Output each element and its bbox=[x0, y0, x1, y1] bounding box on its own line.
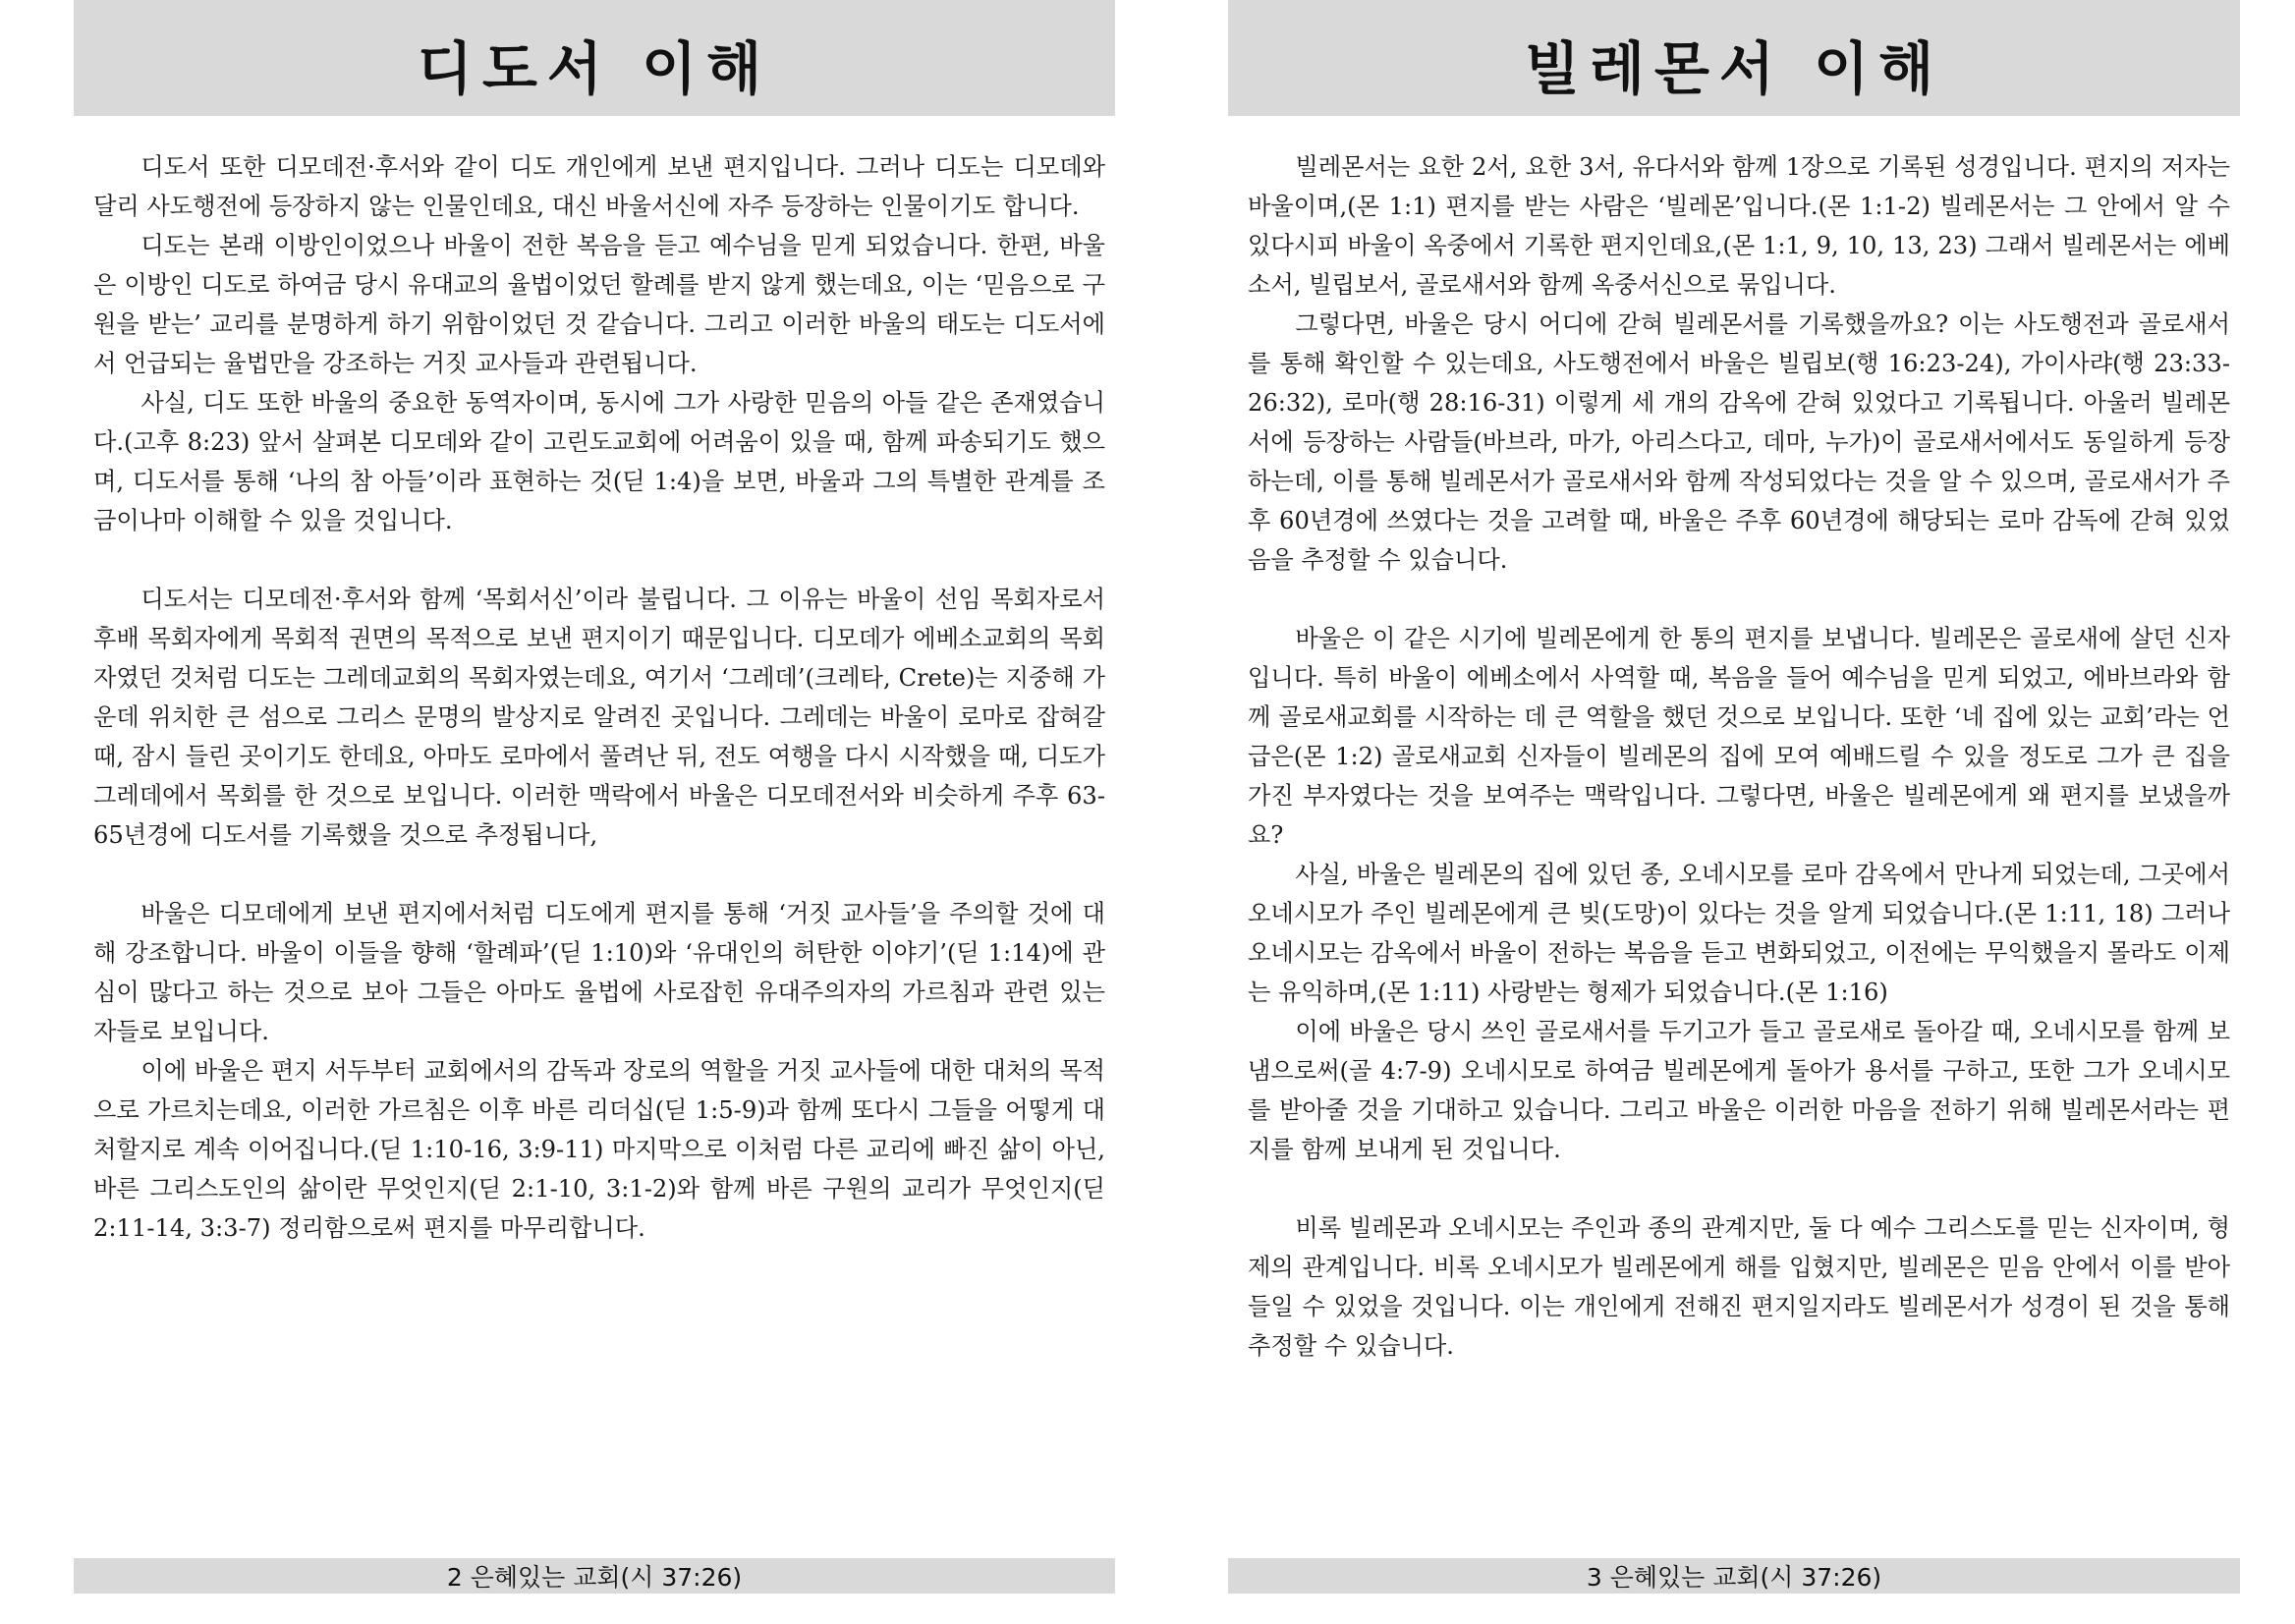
paragraph: 그렇다면, 바울은 당시 어디에 갇혀 빌레몬서를 기록했을까요? 이는 사도행전과 골로새서를 통해 확인할 수 있는데요, 사도행전에서 바울은 빌립보(행 16:23-24), 가이사랴(행 23:33-26:32), 로마(행 28:16-31) 이렇게 세 개의 감옥에 갇혀 있었다고 기록됩니다. 아울러 빌레몬서에 등장하는 사람들(바브라, 마가, 아리스다고, 데마, 누가)이 골로새서에서도 동일하게 등장하는데, 이를 통해 빌레몬서가 골로새서와 함께 작성되었다는 것을 알 수 있으며, 골로새서가 주후 60년경에 쓰였다는 것을 고려할 때, 바울은 주후 60년경에 해당되는 로마 감독에 갇혀 있었음을 추정할 수 있습니다. bbox=[1248, 310, 2230, 574]
left-title-bar bbox=[74, 0, 1115, 116]
left-page bbox=[74, 0, 1115, 1624]
paragraph: 디도서는 디모데전·후서와 함께 ‘목회서신’이라 불립니다. 그 이유는 바울이 선임 목회자로서 후배 목회자에게 목회적 권면의 목적으로 보낸 편지이기 때문입니다. 디모데가 에베소교회의 목회자였던 것처럼 디도는 그레데교회의 목회자였는데요, 여기서 ‘그레데’(크레타, Crete)는 지중해 가운데 위치한 큰 섬으로 그리스 문명의 발상지로 알려진 곳입니다. 그레데는 바울이 로마로 잡혀갈 때, 잠시 들린 곳이기도 한데요, 아마도 로마에서 풀려난 뒤, 전도 여행을 다시 시작했을 때, 디도가 그레데에서 목회를 한 것으로 보입니다. 이러한 맥락에서 바울은 디모데전서와 비슷하게 주후 63-65년경에 디도서를 기록했을 것으로 추정됩니다, bbox=[93, 586, 1105, 849]
paragraph-gap bbox=[1248, 580, 2230, 619]
paragraph: 디도는 본래 이방인이었으나 바울이 전한 복음을 듣고 예수님을 믿게 되었습니다. 한편, 바울은 이방인 디도로 하여금 당시 유대교의 율법이었던 할례를 받지 않게 했는데요, 이는 ‘믿음으로 구원을 받는’ 교리를 분명하게 하기 위함이었던 것 같습니다. 그리고 이러한 바울의 태도는 디도서에서 언급되는 율법만을 강조하는 거짓 교사들과 관련됩니다. bbox=[93, 232, 1105, 377]
paragraph-gap bbox=[93, 855, 1105, 894]
paragraph: 바울은 디모데에게 보낸 편지에서처럼 디도에게 편지를 통해 ‘거짓 교사들’을 주의할 것에 대해 강조합니다. 바울이 이들을 향해 ‘할례파’(딛 1:10)와 ‘유대인의 허탄한 이야기’(딛 1:14)에 관심이 많다고 하는 것으로 보아 그들은 아마도 율법에 사로잡힌 유대주의자의 가르침과 관련 있는 자들로 보입니다. bbox=[93, 900, 1105, 1045]
right-page bbox=[1228, 0, 2240, 1624]
right-footer: 3 은혜있는 교회(시 37:26) bbox=[1228, 1558, 2240, 1594]
right-title-bar bbox=[1228, 0, 2240, 116]
paragraph-gap bbox=[1248, 1169, 2230, 1208]
left-footer: 2 은혜있는 교회(시 37:26) bbox=[74, 1558, 1115, 1594]
paragraph: 비록 빌레몬과 오네시모는 주인과 종의 관계지만, 둘 다 예수 그리스도를 믿는 신자이며, 형제의 관계입니다. 비록 오네시모가 빌레몬에게 해를 입혔지만, 빌레몬은 믿음 안에서 이를 받아들일 수 있었을 것입니다. 이는 개인에게 전해진 편지일지라도 빌레몬서가 성경이 된 것을 통해 추정할 수 있습니다. bbox=[1248, 1214, 2230, 1360]
paragraph: 이에 바울은 편지 서두부터 교회에서의 감독과 장로의 역할을 거짓 교사들에 대한 대처의 목적으로 가르치는데요, 이러한 가르침은 이후 바른 리더십(딛 1:5-9)과 함께 또다시 그들을 어떻게 대처할지로 계속 이어집니다.(딛 1:10-16, 3:9-11) 마지막으로 이처럼 다른 교리에 빠진 삶이 아닌, 바른 그리스도인의 삶이란 무엇인지(딛 2:1-10, 3:1-2)와 함께 바른 구원의 교리가 무엇인지(딛 2:11-14, 3:3-7) 정리함으로써 편지를 마무리합니다. bbox=[93, 1057, 1105, 1242]
paragraph: 사실, 디도 또한 바울의 중요한 동역자이며, 동시에 그가 사랑한 믿음의 아들 같은 존재였습니다.(고후 8:23) 앞서 살펴본 디모데와 같이 고린도교회에 어려움이 있을 때, 함께 파송되기도 했으며, 디도서를 통해 ‘나의 참 아들’이라 표현하는 것(딛 1:4)을 보면, 바울과 그의 특별한 관계를 조금이나마 이해할 수 있을 것입니다. bbox=[93, 389, 1105, 534]
page-title: 빌레몬서 이해 bbox=[1524, 35, 1944, 102]
paragraph: 디도서 또한 디모데전·후서와 같이 디도 개인에게 보낸 편지입니다. 그러나 디도는 디모데와 달리 사도행전에 등장하지 않는 인물인데요, 대신 바울서신에 자주 등장하는 인물이기도 합니다. bbox=[93, 153, 1105, 220]
page-title: 디도서 이해 bbox=[417, 35, 772, 102]
right-body bbox=[1248, 147, 2230, 1366]
paragraph: 사실, 바울은 빌레몬의 집에 있던 종, 오네시모를 로마 감옥에서 만나게 되었는데, 그곳에서 오네시모가 주인 빌레몬에게 큰 빚(도망)이 있다는 것을 알게 되었습니다.(몬 1:11, 18) 그러나 오네시모는 감옥에서 바울이 전하는 복음을 듣고 변화되었고, 이전에는 무익했을지 몰라도 이제는 유익하며,(몬 1:11) 사랑받는 형제가 되었습니다.(몬 1:16) bbox=[1248, 861, 2230, 1006]
paragraph: 바울은 이 같은 시기에 빌레몬에게 한 통의 편지를 보냅니다. 빌레몬은 골로새에 살던 신자입니다. 특히 바울이 에베소에서 사역할 때, 복음을 들어 예수님을 믿게 되었고, 에바브라와 함께 골로새교회를 시작하는 데 큰 역할을 했던 것으로 보입니다. 또한 ‘네 집에 있는 교회’라는 언급은(몬 1:2) 골로새교회 신자들이 빌레몬의 집에 모여 예배드릴 수 있을 정도로 그가 큰 집을 가진 부자였다는 것을 보여주는 맥락입니다. 그렇다면, 바울은 빌레몬에게 왜 편지를 보냈을까요? bbox=[1248, 625, 2230, 849]
paragraph: 이에 바울은 당시 쓰인 골로새서를 두기고가 들고 골로새로 돌아갈 때, 오네시모를 함께 보냄으로써(골 4:7-9) 오네시모로 하여금 빌레몬에게 돌아가 용서를 구하고, 또한 그가 오네시모를 받아줄 것을 기대하고 있습니다. 그리고 바울은 이러한 마음을 전하기 위해 빌레몬서라는 편지를 함께 보내게 된 것입니다. bbox=[1248, 1018, 2230, 1163]
left-body bbox=[93, 147, 1105, 1248]
paragraph: 빌레몬서는 요한 2서, 요한 3서, 유다서와 함께 1장으로 기록된 성경입니다. 편지의 저자는 바울이며,(몬 1:1) 편지를 받는 사람은 ‘빌레몬’입니다.(몬 1:1-2) 빌레몬서는 그 안에서 알 수 있다시피 바울이 옥중에서 기록한 편지인데요,(몬 1:1, 9, 10, 13, 23) 그래서 빌레몬서는 에베소서, 빌립보서, 골로새서와 함께 옥중서신으로 묶입니다. bbox=[1248, 153, 2230, 299]
paragraph-gap bbox=[93, 540, 1105, 580]
